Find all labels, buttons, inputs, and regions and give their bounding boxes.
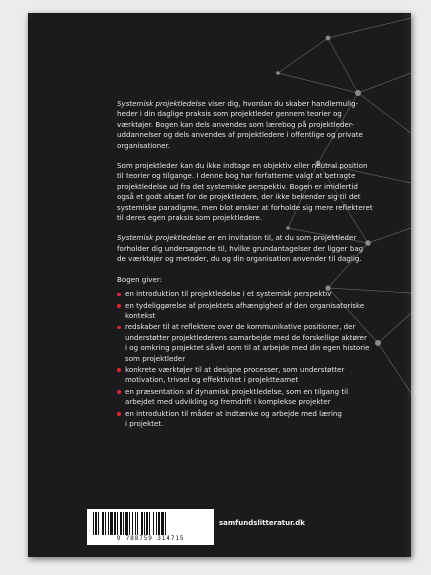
gives-intro: Bogen giver: [117, 274, 163, 284]
barcode-bars [91, 512, 210, 535]
list-item: en introduktion til måder at indtænke og arbejde med læring i projektet. [117, 409, 399, 430]
list-item: redskaber til at reflektere over de kommunikative positioner, der understøtter projektlederens samarbejde med de forskellige aktører i og omkring projektet såvel som til at arbejde med din egen historie som projektleder [117, 322, 399, 364]
paragraph-3: Systemisk projektledelse er en invitation til, at du som projektleder forholder dig undersøgende til, hvilke grundantagelser der ligger bag de værktøjer og metoder, du og din organisation anvender til daglig. [117, 233, 364, 264]
book-title-italic: Systemisk projektledelse [117, 99, 206, 108]
spine-shade [403, 13, 411, 557]
publisher-url: samfundslitteratur.dk [219, 519, 305, 527]
list-item: en præsentation af dynamisk projektledelse, som en tilgang til arbejdet med udvikling og fremdrift i komplekse projekter [117, 387, 399, 408]
bullet-icon [117, 368, 121, 372]
book-back-cover [28, 13, 411, 557]
blurb-text [117, 99, 399, 430]
bullet-list [117, 289, 399, 429]
paragraph-1: Systemisk projektledelse viser dig, hvordan du skaber handlemulig- heder i din daglige praksis som projektleder gennem teorier og værktøjer. Bogen kan dels anvendes som lærebog på projektleder- uddannelser og dels anvendes af projektledere i offentlige og private organisationer. [117, 99, 363, 150]
bullet-icon [117, 326, 121, 330]
bullet-icon [117, 293, 121, 297]
paragraph-2: Som projektleder kan du ikke indtage en objektiv eller neutral position til teorier og tilgange. I denne bog har forfatterne valgt at betragte projektledelse ud fra det systemiske perspektiv. Bogen er imidlertid også et godt afsæt for de projektledere, der ikke bekender sig til det systemiske paradigme, men blot ønsker at forholde sig mere reflekteret til deres egen praksis som projektledere. [117, 161, 373, 223]
book-title-italic: Systemisk projektledelse [117, 233, 206, 243]
barcode-digits: 9 788759 314715 [116, 535, 185, 542]
bullet-icon [117, 390, 121, 394]
list-item: en introduktion til projektledelse i et systemisk perspektiv [117, 289, 399, 299]
list-item: konkrete værktøjer til at designe processer, som understøtter motivation, trivsel og effektivitet i projektteamet [117, 365, 399, 386]
bullet-icon [117, 412, 121, 416]
list-item: en tydeliggørelse af projektets afhængighed af den organisatoriske kontekst [117, 301, 399, 322]
barcode [87, 509, 214, 545]
bullet-icon [117, 304, 121, 308]
